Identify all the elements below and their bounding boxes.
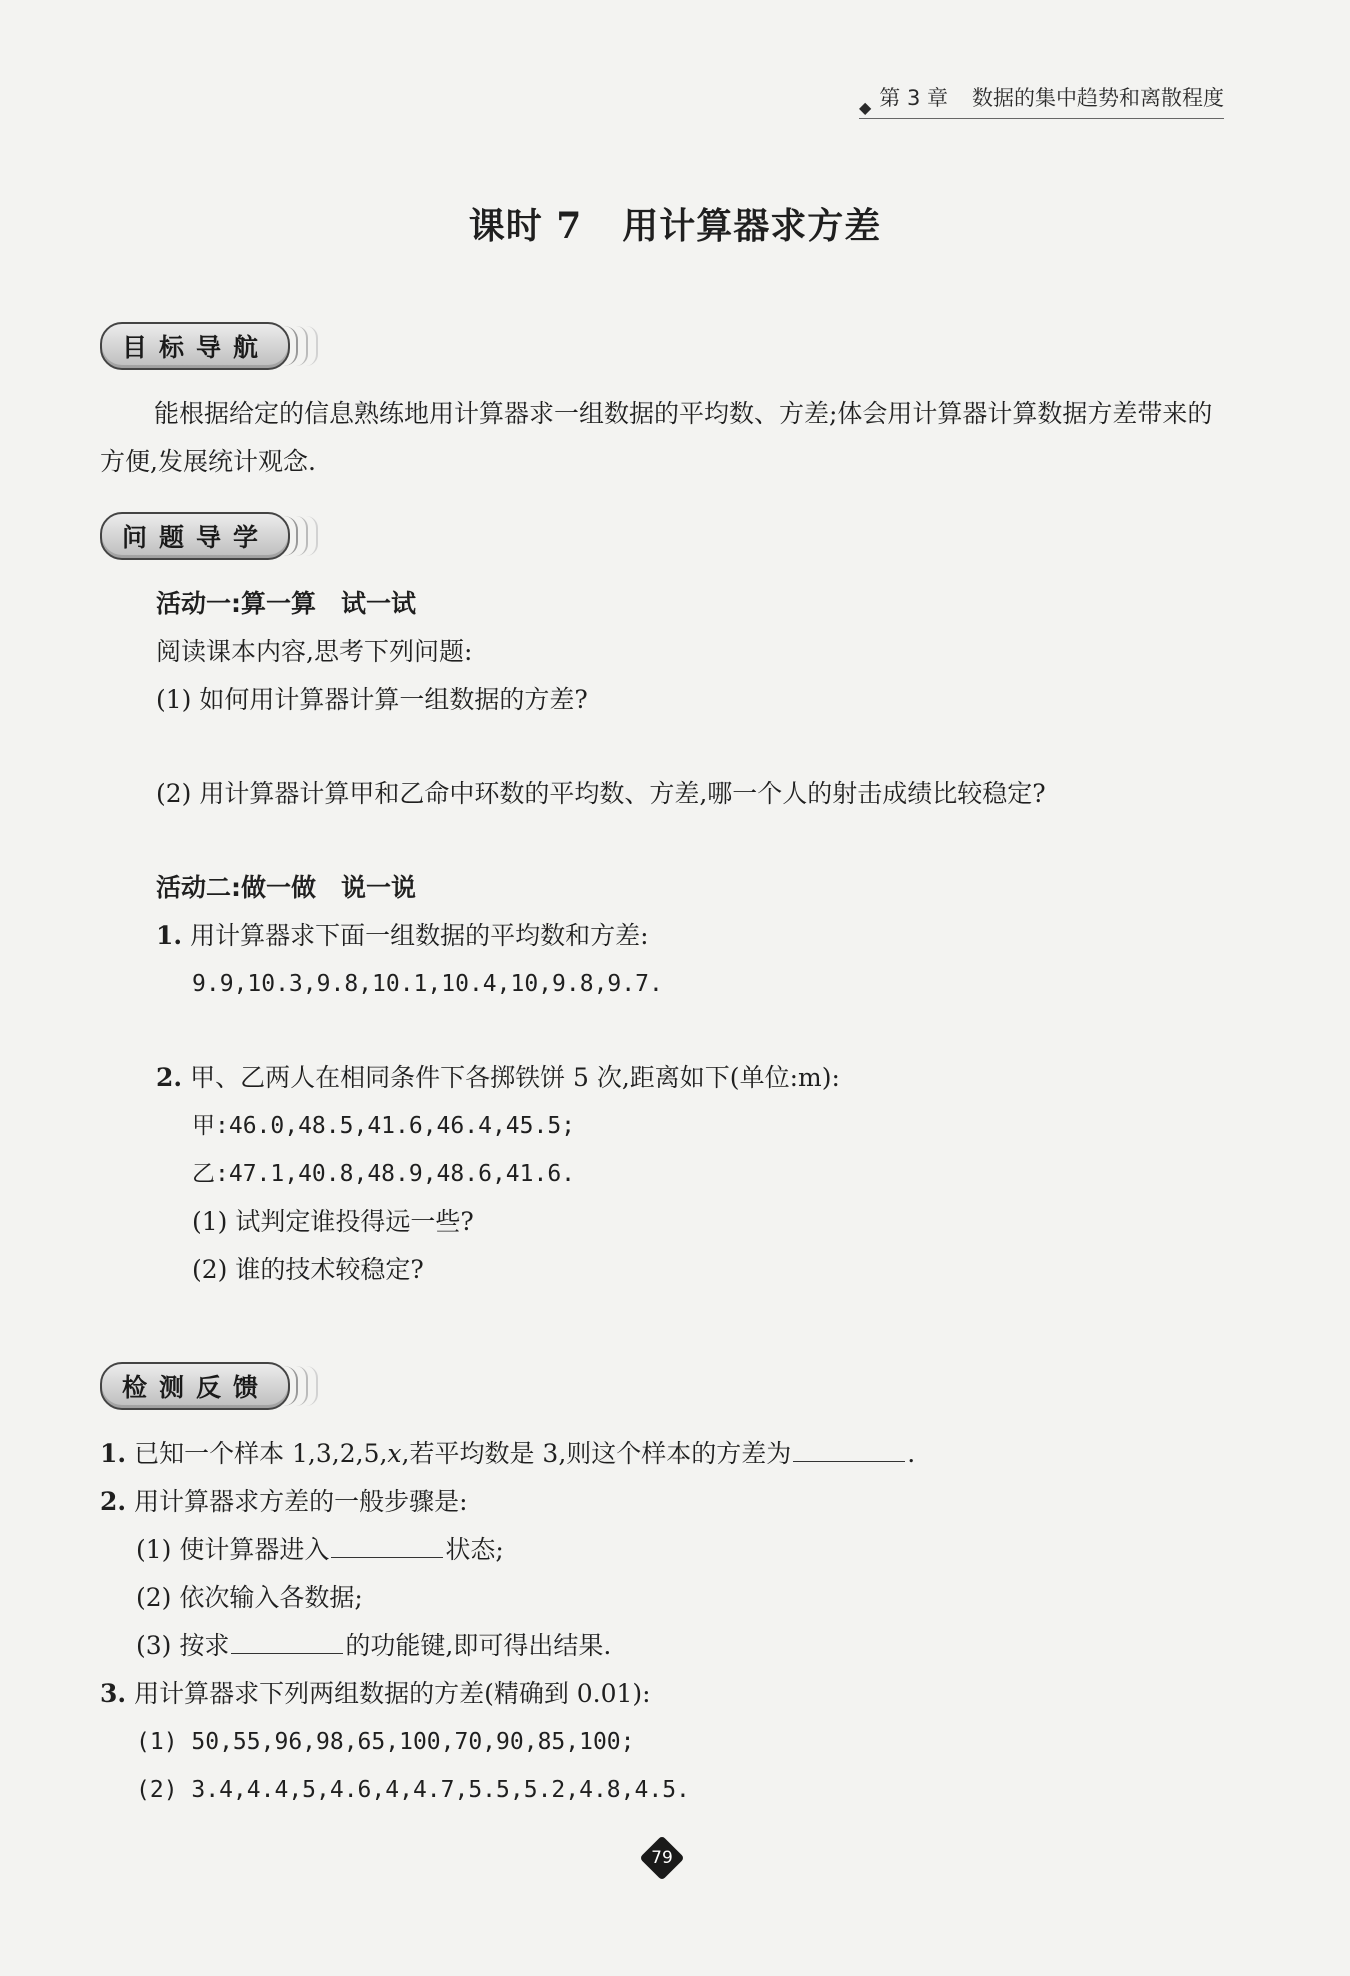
section-label-goal <box>100 322 318 370</box>
section-label-pill: 目标导航 <box>100 322 290 370</box>
exercise-text: 用计算器求下列两组数据的方差(精确到 0.01): <box>134 1679 651 1708</box>
exercise-3-data-1: (1) 50,55,96,98,65,100,70,90,85,100; <box>136 1729 635 1755</box>
problem-number: 1. <box>156 921 183 950</box>
problem-text: 甲、乙两人在相同条件下各掷铁饼 5 次,距离如下(单位:m): <box>190 1063 840 1092</box>
activity2-problem-1-data: 9.9,10.3,9.8,10.1,10.4,10,9.8,9.7. <box>192 971 663 997</box>
exercise-3-data-2: (2) 3.4,4.4,5,4.6,4,4.7,5.5,5.2,4.8,4.5. <box>136 1777 690 1803</box>
exercise-3 <box>100 1670 651 1718</box>
section-label-pill: 检测反馈 <box>100 1362 290 1410</box>
step-text: 状态; <box>445 1535 504 1564</box>
exercise-2 <box>100 1478 468 1526</box>
step-text: (3) 按求 <box>136 1631 230 1660</box>
problem-text: 用计算器求下面一组数据的平均数和方差: <box>190 921 649 950</box>
answer-blank[interactable] <box>331 1527 443 1558</box>
variable-x: x <box>387 1439 402 1468</box>
activity1-question-1: (1) 如何用计算器计算一组数据的方差? <box>156 685 588 714</box>
exercise-2-step-1 <box>136 1526 504 1574</box>
activity1-intro: 阅读课本内容,思考下列问题: <box>156 637 473 666</box>
chapter-number: 第 3 章 <box>879 86 948 110</box>
exercise-2-step-2: (2) 依次输入各数据; <box>136 1583 363 1612</box>
running-header <box>859 82 1224 119</box>
exercise-text: 已知一个样本 1,3,2,5, <box>134 1439 388 1468</box>
exercise-1 <box>100 1430 915 1478</box>
activity2-problem-2-question-1: (1) 试判定谁投得远一些? <box>192 1207 474 1236</box>
page-number: 79 <box>651 1848 673 1868</box>
activity2-problem-1 <box>156 912 649 960</box>
exercise-number: 1. <box>100 1439 127 1468</box>
lesson-title <box>0 198 1350 249</box>
answer-blank[interactable] <box>231 1623 343 1654</box>
problem-number: 2. <box>156 1063 183 1092</box>
activity2-problem-2-yi: 乙:47.1,40.8,48.9,48.6,41.6. <box>192 1161 576 1187</box>
activity2-title: 活动二:做一做 说一说 <box>156 873 416 902</box>
section-label-feedback <box>100 1362 318 1410</box>
ripple-decoration <box>306 1366 318 1406</box>
ripple-decoration <box>306 326 318 366</box>
section-label-pill: 问题导学 <box>100 512 290 560</box>
diamond-bullet-icon: ◆ <box>858 97 872 117</box>
exercise-number: 3. <box>100 1679 127 1708</box>
exercise-text: ,若平均数是 3,则这个样本的方差为 <box>401 1439 792 1468</box>
page-number-badge <box>640 1836 684 1880</box>
step-text: (1) 使计算器进入 <box>136 1535 330 1564</box>
goal-paragraph: 能根据给定的信息熟练地用计算器求一组数据的平均数、方差;体会用计算器计算数据方差带来的方便,发展统计观念. <box>100 399 1213 476</box>
exercise-text: . <box>907 1439 916 1468</box>
ripple-decoration <box>306 516 318 556</box>
lesson-name: 用计算器求方差 <box>622 205 882 247</box>
chapter-title: 数据的集中趋势和离散程度 <box>972 86 1224 110</box>
activity2-problem-2 <box>156 1054 840 1102</box>
activity2-problem-2-jia: 甲:46.0,48.5,41.6,46.4,45.5; <box>192 1113 576 1139</box>
exercise-text: 用计算器求方差的一般步骤是: <box>134 1487 468 1516</box>
exercise-number: 2. <box>100 1487 127 1516</box>
exercise-2-step-3 <box>136 1622 611 1670</box>
lesson-number: 课时 7 <box>468 205 583 247</box>
section-label-inquiry <box>100 512 318 560</box>
step-text: 的功能键,即可得出结果. <box>345 1631 612 1660</box>
activity1-title: 活动一:算一算 试一试 <box>156 589 416 618</box>
activity1-question-2: (2) 用计算器计算甲和乙命中环数的平均数、方差,哪一个人的射击成绩比较稳定? <box>156 779 1046 808</box>
answer-blank[interactable] <box>793 1431 905 1462</box>
activity2-problem-2-question-2: (2) 谁的技术较稳定? <box>192 1255 424 1284</box>
